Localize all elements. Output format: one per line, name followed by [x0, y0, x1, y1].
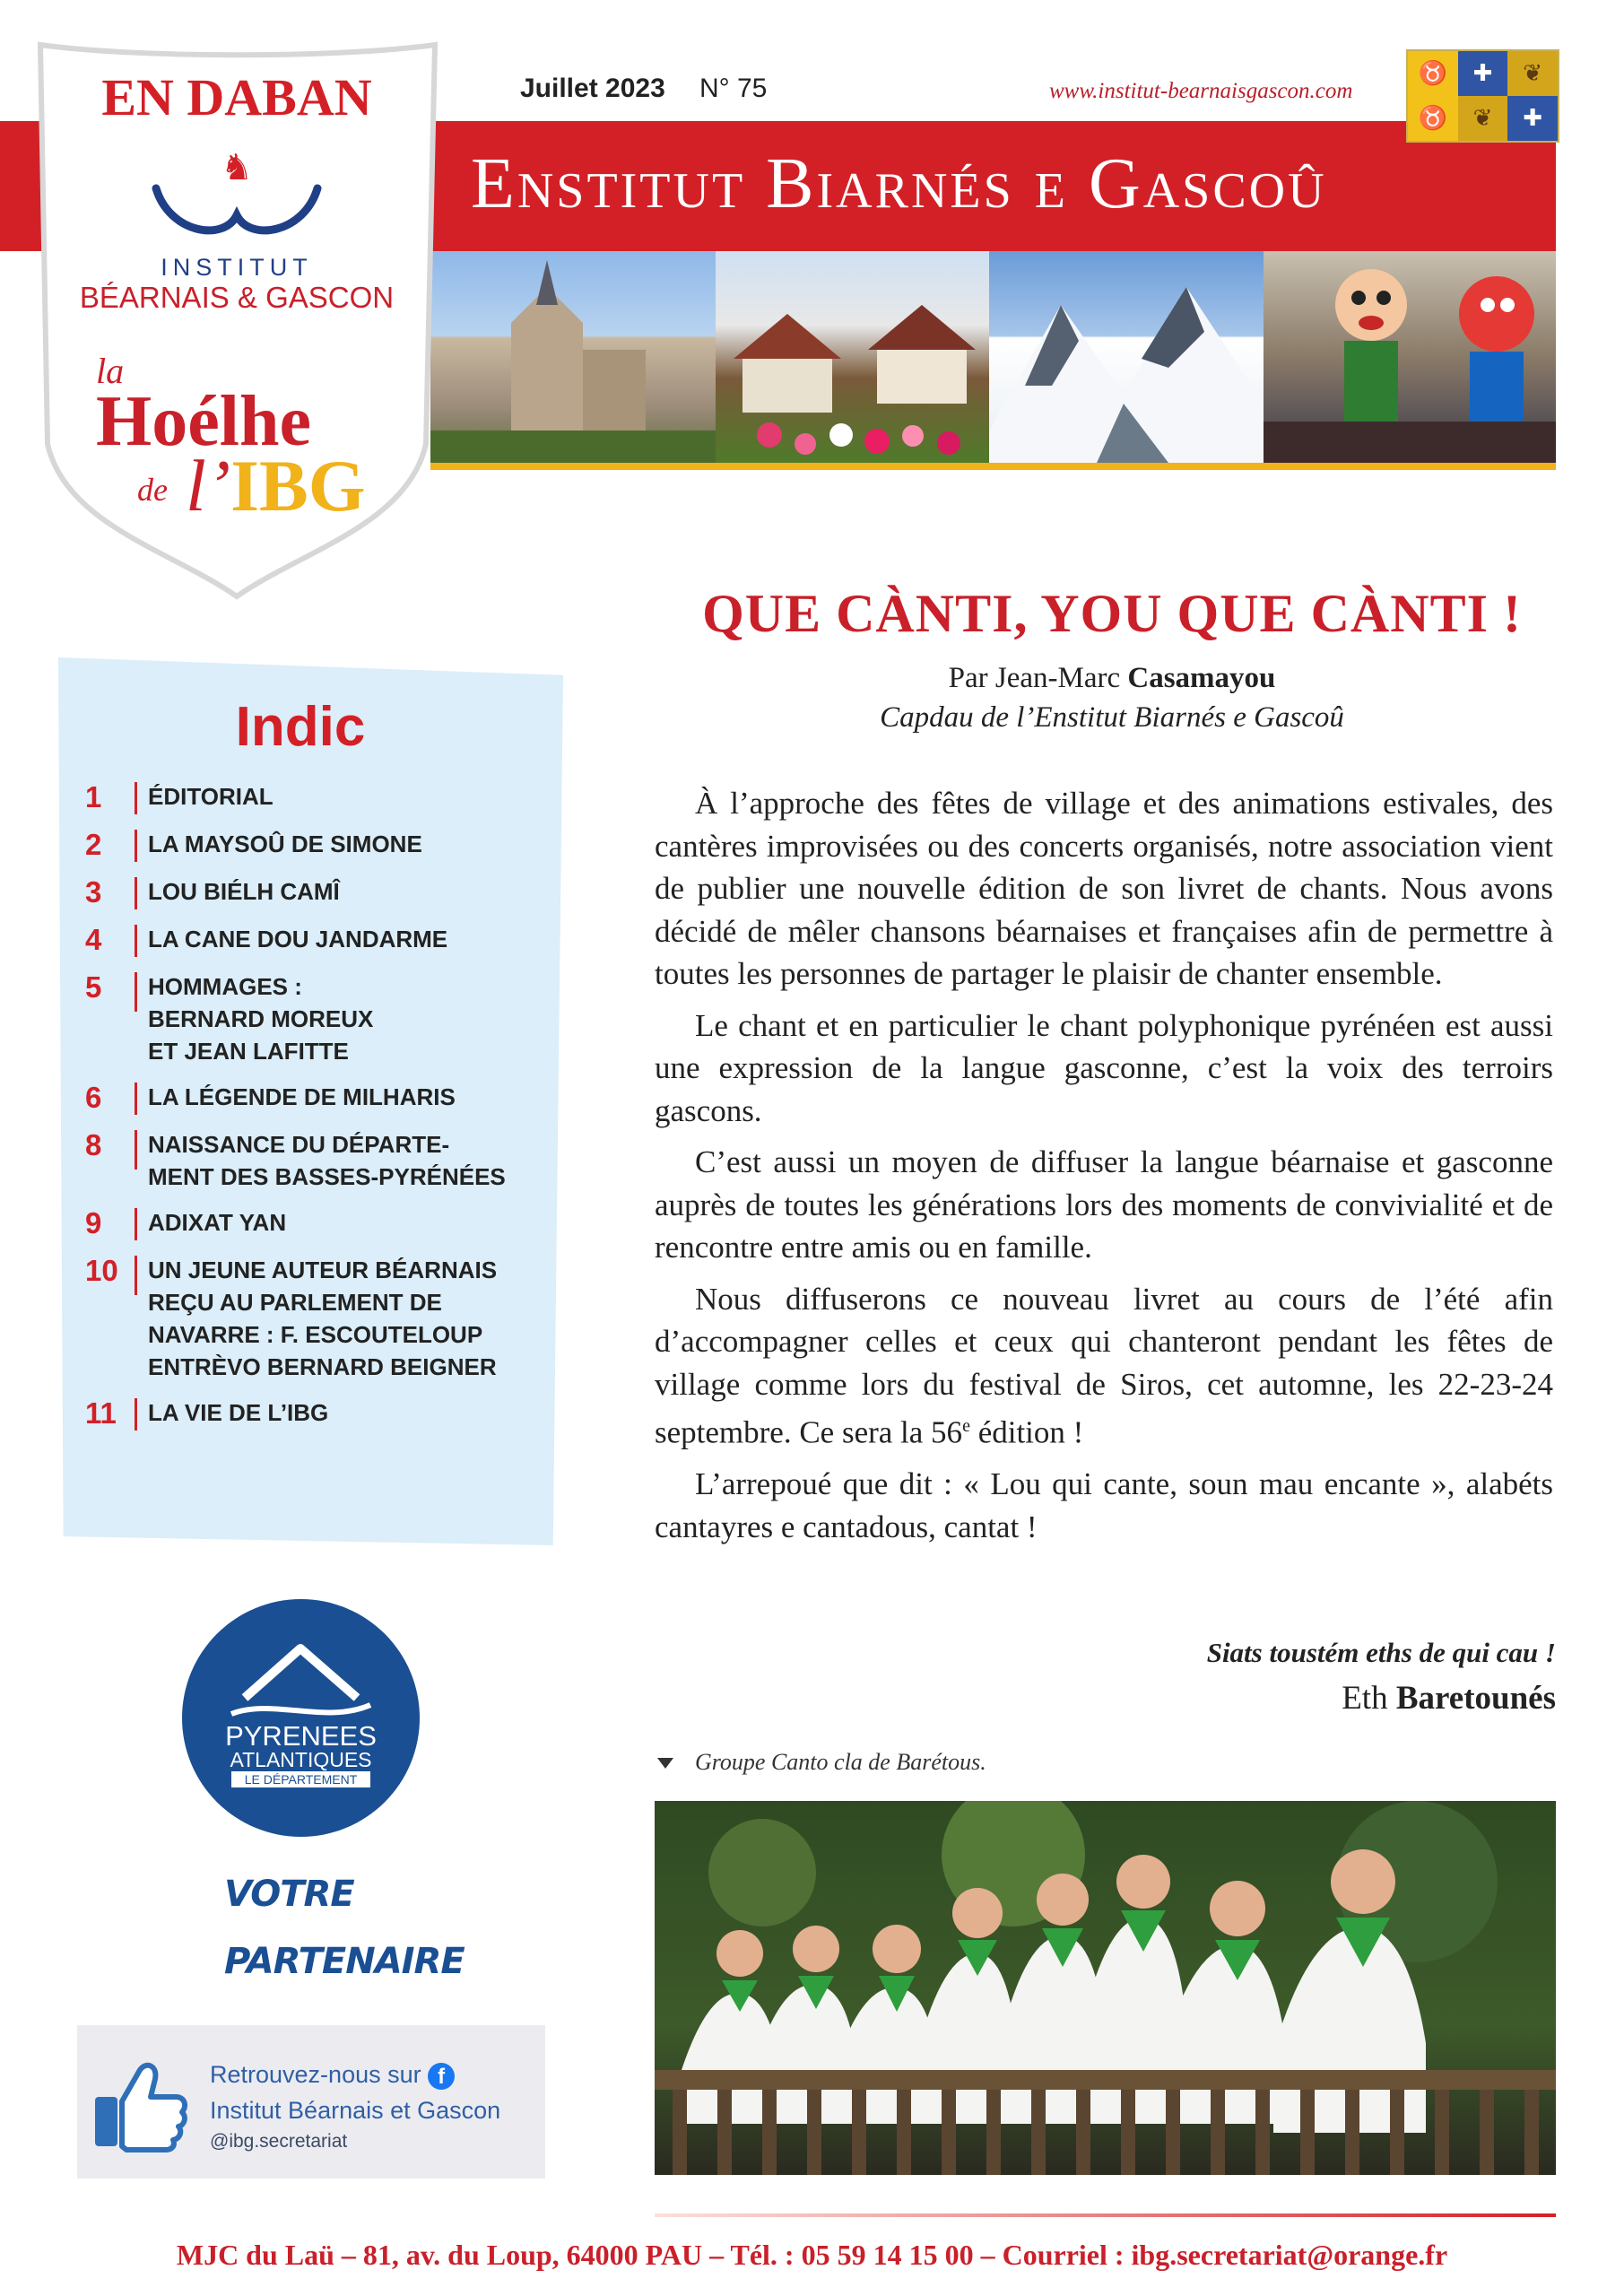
index-item-number: 2 [85, 828, 102, 861]
facebook-line1: Retrouvez-nous sur [210, 2061, 421, 2088]
de-label: de [137, 472, 168, 508]
paragraph4-end: édition ! [969, 1414, 1084, 1450]
article-title: QUE CÀNTI, YOU QUE CÀNTI ! [702, 584, 1522, 643]
article-paragraph: C’est aussi un moyen de diffuser la langue béarnaise et gasconne auprès de toutes les générations lors des moments de convivialité et de rencontre entre amis ou en famille. [655, 1144, 1553, 1265]
header-photo-strip [430, 251, 1556, 463]
article-byline [619, 662, 1605, 695]
shield-icon: ✚ [1458, 51, 1508, 96]
partner-caption [224, 1861, 465, 1996]
pyrenees-atlantiques-logo [182, 1599, 420, 1837]
en-daban-title: EN DABAN [101, 68, 372, 126]
facebook-handle: @ibg.secretariat [210, 2131, 348, 2152]
partner-logo-line2: ATLANTIQUES [230, 1748, 372, 1771]
issue-number: N° 75 [699, 74, 768, 103]
index-item-number: 1 [85, 780, 102, 813]
author-role: Capdau de l’Enstitut Biarnés e Gascoû [880, 701, 1344, 734]
header-yellow-rule [430, 463, 1556, 470]
index-item-number: 3 [85, 875, 102, 909]
index-item-divider [135, 782, 137, 814]
partner-partenaire: PARTENAIRE [224, 1941, 465, 1982]
index-item-divider [135, 1256, 137, 1295]
index-item[interactable] [85, 1128, 551, 1193]
issue-date: Juillet 2023 [520, 74, 665, 103]
signoff-motto: Siats toustém eths de qui cau ! [1206, 1637, 1556, 1668]
hoelhe-title: Hoélhe [96, 382, 311, 461]
index-item-divider [135, 1398, 137, 1431]
index-item[interactable] [85, 875, 551, 909]
carnival-photo [1264, 251, 1556, 463]
footer-rule [655, 2213, 1556, 2217]
index-item-label: LA CANE DOU JANDARME [148, 926, 448, 952]
libg-acronym: IBG [230, 445, 366, 526]
index-item[interactable] [85, 1396, 551, 1431]
libg-article: l’ [186, 445, 231, 526]
index-item-number: 9 [85, 1206, 102, 1239]
facebook-line2: Institut Béarnais et Gascon [210, 2097, 501, 2124]
index-item-number: 5 [85, 970, 102, 1004]
hoelhe-shield-logo [31, 22, 442, 605]
index-item-label: ÉDITORIAL [148, 783, 274, 810]
institut-label: INSTITUT [161, 254, 313, 281]
index-item-label: LA MAYSOÛ DE SIMONE [148, 831, 422, 857]
article-body [655, 782, 1553, 1557]
paragraph4-text: Nous diffuserons ce nouveau livret au cours de l’été afin d’accompagner celles et ceux qui chanteront pendant les fêtes de village comme lors du festival de Siros, cet automne, les 22-23-24 septembre. Ce sera la 56 [655, 1281, 1553, 1450]
masthead-title: Enstitut Biarnés e Gascoû [471, 144, 1327, 223]
index-title: Indic [235, 696, 366, 758]
partner-votre: VOTRE [224, 1874, 354, 1915]
region-flags [1406, 49, 1559, 143]
index-item[interactable] [85, 828, 551, 862]
index-item-divider [135, 972, 137, 1012]
index-item-label: ADIXAT YAN [148, 1209, 287, 1236]
index-item-label: LA VIE DE L’IBG [148, 1399, 329, 1426]
article-paragraph: À l’approche des fêtes de village et des animations estivales, des cantères improvisées ou des concerts organisés, notre association vient de publier une nouvelle édition de son livret de chants. Nous avons décidé de mêler chansons béarnaises et françaises afin de permettre à toutes les personnes de partager le plaisir de chanter ensemble. [655, 786, 1553, 991]
palace-photo [430, 251, 716, 463]
photo-caption: Groupe Canto cla de Barétous. [695, 1749, 986, 1775]
caption-triangle-icon [657, 1758, 673, 1769]
index-list [85, 780, 551, 1444]
ordinal-suffix: e [962, 1416, 970, 1436]
index-item-number: 4 [85, 923, 102, 956]
index-item-label: HOMMAGES : BERNARD MOREUX ET JEAN LAFITTE [148, 973, 374, 1065]
index-item[interactable] [85, 923, 551, 957]
index-item-divider [135, 1130, 137, 1170]
singers-group-photo [655, 1801, 1556, 2175]
bull-icon: ♉ [1408, 51, 1458, 96]
footer-contact: MJC du Laü – 81, av. du Loup, 64000 PAU – Tél. : 05 59 14 15 00 – Courriel : ibg.secretariat@orange.fr [176, 2239, 1448, 2271]
index-item-label: LA LÉGENDE DE MILHARIS [148, 1083, 456, 1110]
index-item-divider [135, 830, 137, 862]
index-item-label: NAISSANCE DU DÉPARTE- MENT DES BASSES-PYRÉNÉES [148, 1131, 506, 1190]
index-item-divider [135, 925, 137, 957]
index-item-number: 6 [85, 1081, 102, 1114]
la-label: la [96, 351, 125, 391]
wheat-icon: ❦ [1458, 96, 1508, 141]
libg-title [186, 446, 365, 526]
signature-prefix: Eth [1342, 1680, 1396, 1717]
index-item-number: 8 [85, 1128, 102, 1161]
byline-name: Casamayou [1127, 662, 1276, 694]
village-photo [716, 251, 989, 463]
article-paragraph: L’arrepoué que dit : « Lou qui cante, soun mau encante », alabéts cantayres e cantadous, cantat ! [655, 1466, 1553, 1544]
mountain-photo [989, 251, 1264, 463]
thumbs-up-icon [91, 2057, 189, 2155]
index-item[interactable] [85, 970, 551, 1067]
shield-icon: ✚ [1507, 96, 1558, 141]
index-item[interactable] [85, 1081, 551, 1115]
index-item[interactable] [85, 1254, 551, 1383]
partner-logo-line3: LE DÉPARTEMENT [231, 1771, 370, 1787]
facebook-icon: f [428, 2063, 455, 2090]
signature-name: Baretounés [1395, 1680, 1556, 1717]
index-item-divider [135, 1208, 137, 1240]
website-link[interactable]: www.institut-bearnaisgascon.com [1049, 79, 1353, 103]
index-item-number: 11 [85, 1396, 117, 1430]
index-item-divider [135, 1083, 137, 1115]
index-item-divider [135, 877, 137, 909]
lion-icon: ♞ [221, 147, 253, 187]
signoff-signature [897, 1679, 1556, 1718]
facebook-panel[interactable] [77, 2025, 545, 2179]
index-item-label: UN JEUNE AUTEUR BÉARNAIS REÇU AU PARLEMENT DE NAVARRE : F. ESCOUTELOUP ENTRÈVO BERNARD BEIGNER [148, 1257, 498, 1380]
index-item-label: LOU BIÉLH CAMÎ [148, 878, 340, 905]
partner-logo-line1: PYRENEES [225, 1720, 377, 1752]
wheat-icon: ❦ [1507, 51, 1558, 96]
article-paragraph: Le chant et en particulier le chant polyphonique pyrénéen est aussi une expression de la langue gasconne, c’est la voix des terroirs gascons. [655, 1007, 1553, 1128]
index-item[interactable] [85, 780, 551, 814]
horns-icon [152, 179, 322, 242]
bull-icon: ♉ [1408, 96, 1458, 141]
bearnais-gascon-label: BÉARNAIS & GASCON [79, 281, 395, 314]
byline-prefix: Par Jean-Marc [948, 662, 1128, 694]
article-paragraph [655, 1278, 1553, 1455]
index-item[interactable] [85, 1206, 551, 1240]
index-item-number: 10 [85, 1254, 118, 1287]
